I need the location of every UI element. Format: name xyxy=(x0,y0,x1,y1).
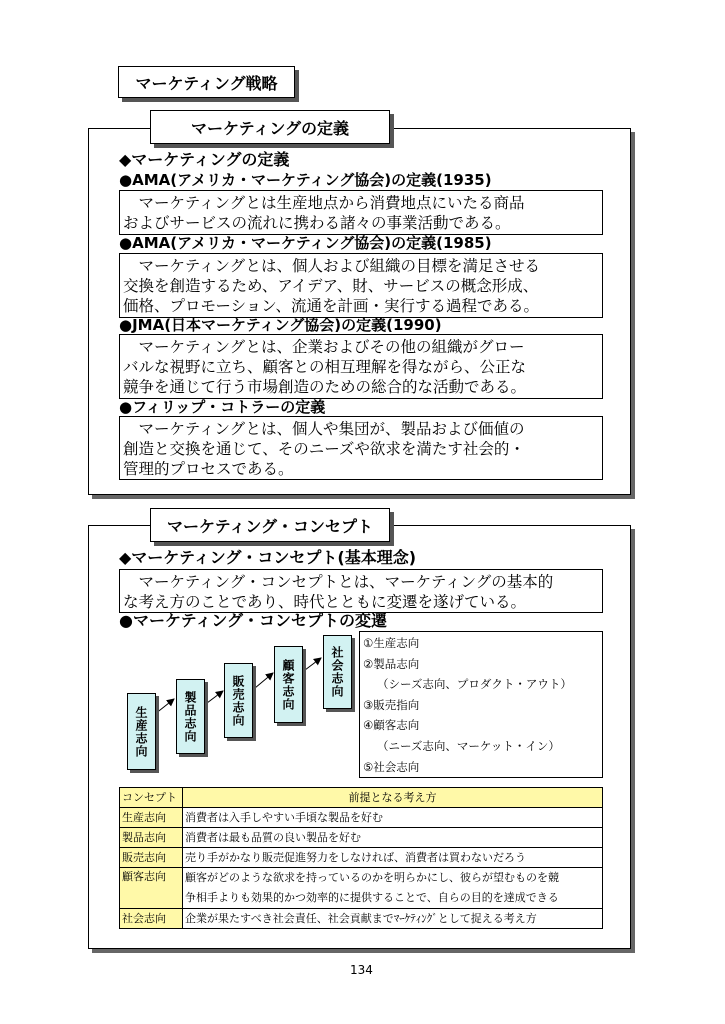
definition-section-title: マーケティングの定義 xyxy=(150,110,390,144)
table-row xyxy=(120,828,603,848)
table-cell-premise: 企業が果たすべき社会責任、社会貢献までﾏｰｹﾃｨﾝｸﾞとして捉える考え方 xyxy=(183,909,603,929)
step-sales: 販売志向 xyxy=(224,663,253,738)
definition-1-text: マーケティングとは生産地点から消費地点にいたる商品 およびサービスの流れに携わる諸々の事業活動である。 xyxy=(119,190,603,235)
evolution-heading: ●マーケティング・コンセプトの変遷 xyxy=(119,611,388,630)
table-cell-concept: 社会志向 xyxy=(120,909,183,929)
table-row xyxy=(120,909,603,929)
page-title: マーケティング戦略 xyxy=(118,66,295,98)
definition-4-heading: ●フィリップ・コトラーの定義 xyxy=(119,398,326,416)
step-production: 生産志向 xyxy=(127,693,156,770)
table-cell-premise: 売り手がかなり販売促進努力をしなければ、消費者は買わないだろう xyxy=(183,848,603,868)
table-cell-premise: 消費者は最も品質の良い製品を好む xyxy=(183,828,603,848)
table-row xyxy=(120,868,603,909)
stage-item: ④顧客志向 xyxy=(363,718,420,733)
table-cell-concept: 製品志向 xyxy=(120,828,183,848)
arrow-1 xyxy=(155,699,174,714)
table-cell-concept: 顧客志向 xyxy=(120,868,183,909)
table-cell-concept: 販売志向 xyxy=(120,848,183,868)
stage-item-note: （ニーズ志向、マーケット・イン） xyxy=(377,738,560,753)
table-header: コンセプト xyxy=(120,788,183,808)
definition-3-heading: ●JMA(日本マーケティング協会)の定義(1990) xyxy=(119,316,442,334)
table-cell-premise: 消費者は入手しやすい手頃な製品を好む xyxy=(183,808,603,828)
stage-item: ①生産志向 xyxy=(363,636,420,650)
concept-heading: ◆マーケティング・コンセプト(基本理念) xyxy=(119,548,417,567)
definition-2-heading: ●AMA(アメリカ・マーケティング協会)の定義(1985) xyxy=(119,234,492,252)
step-customer: 顧客志向 xyxy=(274,646,303,723)
concept-section-title: マーケティング・コンセプト xyxy=(150,508,390,542)
arrow-3 xyxy=(255,673,273,688)
page-number: 134 xyxy=(350,963,373,977)
stage-item: ⑤社会志向 xyxy=(363,759,420,774)
table-row xyxy=(120,848,603,868)
definition-4-text: マーケティングとは、個人や集団が、製品および価値の 創造と交換を通じて、そのニーズや欲求を満たす社会的・ 管理的プロセスである。 xyxy=(119,416,603,480)
arrow-2 xyxy=(207,691,223,703)
stage-item: ③販売指向 xyxy=(363,697,420,712)
table-cell-premise: 顧客がどのような欲求を持っているのかを明らかにし、彼らが望むものを競 争相手よりも効果的かつ効率的に提供することで、自らの目的を達成できる xyxy=(183,868,603,909)
definition-1-heading: ●AMA(アメリカ・マーケティング協会)の定義(1935) xyxy=(119,171,492,189)
table-header-row xyxy=(120,788,603,808)
concept-text: マーケティング・コンセプトとは、マーケティングの基本的 な考え方のことであり、時代とともに変遷を遂げている。 xyxy=(119,569,603,613)
step-product: 製品志向 xyxy=(176,679,205,754)
stage-item-note: （シーズ志向、プロダクト・アウト） xyxy=(377,677,572,692)
arrow-4 xyxy=(305,658,321,670)
step-social: 社会志向 xyxy=(323,635,352,709)
definition-heading: ◆マーケティングの定義 xyxy=(119,150,290,169)
table-row xyxy=(120,808,603,828)
concept-table xyxy=(119,787,603,929)
table-header: 前提となる考え方 xyxy=(183,788,603,808)
stages-list xyxy=(359,631,603,778)
definition-2-text: マーケティングとは、個人および組織の目標を満足させる 交換を創造するため、アイデア、財、サービスの概念形成、 価格、プロモーション、流通を計画・実行する過程である。 xyxy=(119,253,603,318)
definition-3-text: マーケティングとは、企業およびその他の組織がグロー バルな視野に立ち、顧客との相互理解を得ながら、公正な 競争を通じて行う市場創造のための総合的な活動である。 xyxy=(119,334,603,399)
stage-item: ②製品志向 xyxy=(363,656,420,671)
table-cell-concept: 生産志向 xyxy=(120,808,183,828)
